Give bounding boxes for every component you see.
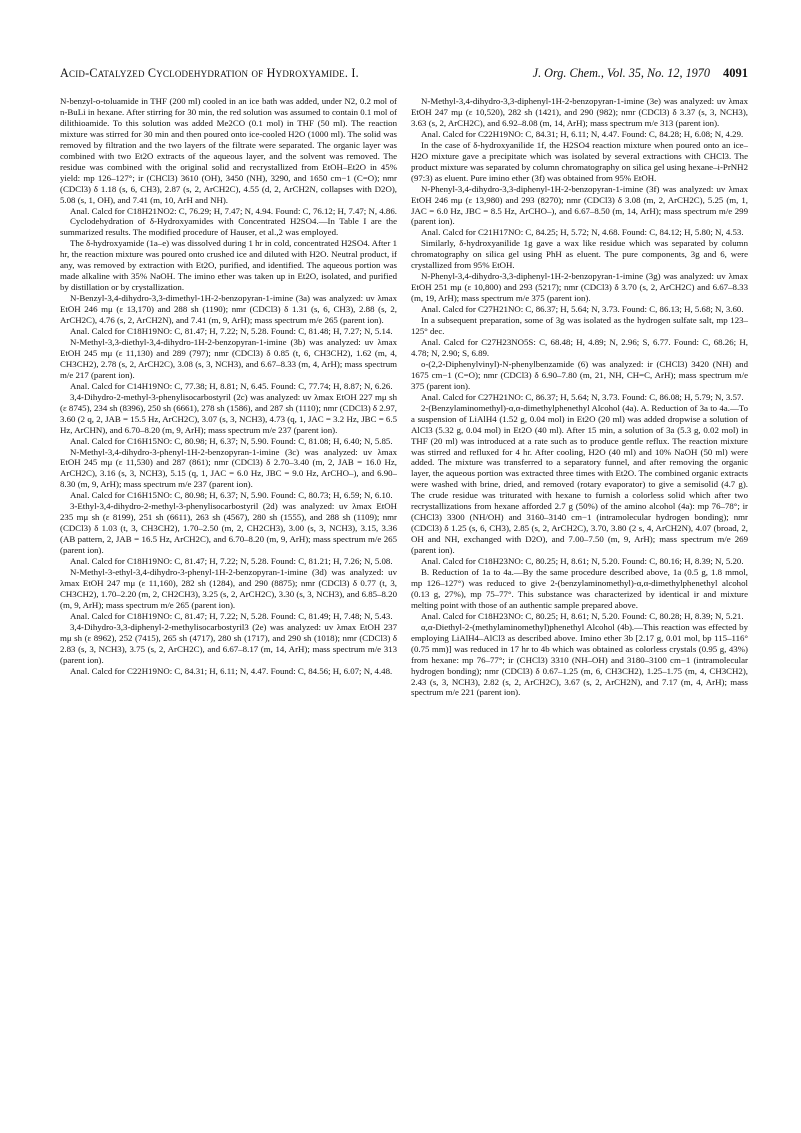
analysis-line: Anal. Calcd for C21H17NO: C, 84.25; H, 5.72; N, 4.68. Found: C, 84.12; H, 5.80; N, 4.53. bbox=[421, 227, 744, 238]
running-header bbox=[60, 62, 748, 84]
paragraph: The δ-hydroxyamide (1a–e) was dissolved during 1 hr in cold, concentrated H2SO4. After 1 hr, the reaction mixture was poured onto crushed ice and diluted with H2O. Neutral product, if any, was removed by extraction with Et2O, purified, and identified. The aqueous portion was made alkaline with 35% NaOH. The imino ether was taken up in Et2O, isolated, and purified by distillation or by crystallization. bbox=[60, 238, 397, 293]
analysis-line: Anal. Calcd for C27H21NO: C, 86.37; H, 5.64; N, 3.73. Found: C, 86.08; H, 5.79; N, 3.57. bbox=[421, 391, 744, 402]
analysis-line: Anal. Calcd for C18H23NO: C, 80.25; H, 8.61; N, 5.20. Found: C, 80.28; H, 8.39; N, 5.21. bbox=[421, 610, 744, 621]
paragraph: Similarly, δ-hydroxyanilide 1g gave a wax like residue which was separated by column chromatography on silica gel using PhH as eluent. The pure components, 3g and 6, were crystallized from 95% EtOH. bbox=[411, 238, 748, 271]
compound-paragraph: N-Phenyl-3,4-dihydro-3,3-diphenyl-1H-2-benzopyran-1-imine (3f) was analyzed: uv λmax EtOH 246 mμ (ε 13,980) and 293 (8270); nmr (CDCl3) δ 3.08 (m, 2, ArCH2C), 5.25 (m, 1, JAC = 6.0 Hz, JBC = 8.5 Hz, ArCHO–), and 6.67–8.50 (m, 14, ArH); mass spectrum m/e 299 (parent ion). bbox=[411, 183, 748, 227]
section-paragraph: B. Reduction of 1a to 4a.—By the same procedure described above, 1a (0.5 g, 1.8 mmol, mp 126–127°) was reduced to give 2-(benzylaminomethyl)-α,α-dimethylphenethyl alcohol (0.13 g, 27%), mp 75–77°. This substance was characterized by identical ir and mixture melting point with those of an authentic sample prepared above. bbox=[411, 566, 748, 610]
journal-citation bbox=[533, 62, 748, 84]
compound-paragraph: N-Methyl-3,3-diethyl-3,4-dihydro-1H-2-benzopyran-1-imine (3b) was analyzed: uv λmax EtOH 245 mμ (ε 11,130) and 289 (797); nmr (CDCl3) δ 0.85 (t, 6, CH3CH2), 1.62 (m, 4, CH3CH2), 2.78 (s, 2, ArCH2C), 3.08 (s, 3, NCH3), and 6.67–8.33 (m, 4, ArH); mass spectrum m/e 217 (parent ion). bbox=[60, 336, 397, 380]
analysis-line: Anal. Calcd for C22H19NO: C, 84.31; H, 6.11; N, 4.47. Found: C, 84.28; H, 6.08; N, 4.29. bbox=[421, 128, 744, 139]
section-paragraph: α,α-Diethyl-2-(methylaminomethyl)phenethyl Alcohol (4b).—This reaction was effected by employing LiAlH4–AlCl3 as described above. Imino ether 3b [2.17 g, 0.01 mol, bp 115–116° (0.75 mm)] was reduced in 17 hr to 4b which was obtained as colorless crystals (0.95 g, 43%) from hexane: mp 76–77°; ir (CHCl3) 3310 (NH–OH) and 3180–3100 cm−1 (intramolecular hydrogen bonding); nmr (CDCl3) δ 0.67–1.25 (m, 6, CH3CH2), 1.25–1.75 (m, 4, CH3CH2), 2.43 (s, 3, NCH3), 2.82 (s, 2, ArCH2C), 3.67 (s, 2, ArCH2N), and 7.17 (m, 4, ArH); mass spectrum m/e 221 (parent ion). bbox=[411, 621, 748, 698]
right-column bbox=[411, 96, 748, 1116]
paragraph: N-benzyl-o-toluamide in THF (200 ml) cooled in an ice bath was added, under N2, 0.2 mol of n-BuLi in hexane. After stirring for 30 min, the red solution was assumed to contain 0.1 mol of dilithioamide. To this solution was added Me2CO (0.1 mol) in THF (50 ml). The reaction mixture was stirred for 30 min and then poured onto ice-cooled H2O (1000 ml). The solid was removed by filtration and the two layers of the filtrate were separated. The organic layer was combined with two Et2O extracts of the aqueous layer, and the solvent was removed. The residue was combined with the original solid and recrystallized from EtOH–Et2O in 45% yield: mp 126–127°; ir (CHCl3) 3610 (OH), 3450 (NH), 3290, and 1650 cm−1 (C=O); nmr (CDCl3) δ 1.18 (s, 6, CH3), 2.87 (s, 2, ArCH2C), 4.55 (d, 2, ArCH2N, collapses with D2O), 5.08 (s, 1, OH), and 7.41 (m, 10, ArH and NH). bbox=[60, 96, 397, 205]
compound-paragraph: N-Methyl-3,4-dihydro-3-phenyl-1H-2-benzopyran-1-imine (3c) was analyzed: uv λmax EtOH 245 mμ (ε 11,530) and 287 (861); nmr (CDCl3) δ 2.70–3.40 (m, 2, JAB = 16.0 Hz, ArCH2C), 3.16 (s, 3, NCH3), 5.15 (q, 1, JAC = 6.0 Hz, JBC = 9.0 Hz, ArCHO–), and 6.90–8.30 (m, 9, ArH); mass spectrum m/e 237 (parent ion). bbox=[60, 446, 397, 490]
journal-name: J. Org. Chem., Vol. 35, No. 12, 1970 bbox=[532, 66, 710, 80]
analysis-line: Anal. Calcd for C16H15NO: C, 80.98; H, 6.37; N, 5.90. Found: C, 80.73; H, 6.59; N, 6.10. bbox=[70, 490, 393, 501]
analysis-line: Anal. Calcd for C18H19NO: C, 81.47; H, 7.22; N, 5.28. Found: C, 81.49; H, 7.48; N, 5.43. bbox=[70, 610, 393, 621]
analysis-line: Anal. Calcd for C18H23NO: C, 80.25; H, 8.61; N, 5.20. Found: C, 80.16; H, 8.39; N, 5.20. bbox=[421, 556, 744, 567]
left-column bbox=[60, 96, 397, 1116]
compound-paragraph: 3,4-Dihydro-3,3-diphenyl-2-methylisocarbostyril3 (2e) was analyzed: uv λmax EtOH 237 mμ sh (ε 8962), 252 (7415), 265 sh (4717), 280 sh (1717), and 290 sh (1018); nmr (CDCl3) δ 2.83 (s, 3, NCH3), 3.75 (s, 2, ArCH2C), and 6.67–8.17 (m, 14, ArH); mass spectrum m/e 313 (parent ion). bbox=[60, 621, 397, 665]
section-paragraph: Cyclodehydration of δ-Hydroxyamides with Concentrated H2SO4.—In Table I are the summarized results. The modified procedure of Hauser, et al.,2 was employed. bbox=[60, 216, 397, 238]
compound-paragraph: N-Methyl-3-ethyl-3,4-dihydro-3-phenyl-1H-2-benzopyran-1-imine (3d) was analyzed: uv λmax EtOH 247 mμ (ε 11,160), 282 sh (1284), and 290 (8875); nmr (CDCl3) δ 0.77 (t, 3, CH3CH2), 1.70–2.20 (m, 2, CH2CH3), 3.25 (s, 2, ArCH2C), 3.30 (s, 3, NCH3), and 6.85–8.20 (m, 9, ArH); mass spectrum m/e 265 (parent ion). bbox=[60, 566, 397, 610]
paragraph: In a subsequent preparation, some of 3g was isolated as the hydrogen sulfate salt, mp 123–125° dec. bbox=[411, 315, 748, 337]
running-title: Acid-Catalyzed Cyclodehydration of Hydroxyamide. I. bbox=[60, 66, 359, 80]
analysis-line: Anal. Calcd for C27H23NO5S: C, 68.48; H, 4.89; N, 2.96; S, 6.77. Found: C, 68.26; H, 4.78; N, 2.90; S, 6.89. bbox=[411, 336, 748, 358]
compound-paragraph: N-Benzyl-3,4-dihydro-3,3-dimethyl-1H-2-benzopyran-1-imine (3a) was analyzed: uv λmax EtOH 246 mμ (ε 13,170) and 288 sh (1190); nmr (CDCl3) δ 1.31 (s, 6, CH3), 2.88 (s, 2, ArCH2C), 4.76 (s, 2, ArCH2N), and 7.41 (m, 9, ArH); mass spectrum m/e 265 (parent ion). bbox=[60, 293, 397, 326]
compound-paragraph: 3,4-Dihydro-2-methyl-3-phenylisocarbostyril (2c) was analyzed: uv λmax EtOH 227 mμ sh (ε 8745), 234 sh (8396), 250 sh (6661), 278 sh (1586), and 287 sh (1110); nmr (CDCl3) δ 2.97, 3.60 (2 q, 2, JAB = 15.5 Hz, ArCH2C), 3.07 (s, 3, NCH3), 4.73 (q, 1, JAC = 3.2 Hz, JBC = 6.5 Hz, ArCHN), and 6.70–8.20 (m, 9, ArH); mass spectrum m/e 237 (parent ion). bbox=[60, 391, 397, 435]
analysis-line: Anal. Calcd for C27H21NO: C, 86.37; H, 5.64; N, 3.73. Found: C, 86.13; H, 5.68; N, 3.60. bbox=[421, 304, 744, 315]
analysis-line: Anal. Calcd for C18H19NO: C, 81.47; H, 7.22; N, 5.28. Found: C, 81.21; H, 7.26; N, 5.08. bbox=[70, 556, 393, 567]
analysis-line: Anal. Calcd for C16H15NO: C, 80.98; H, 6.37; N, 5.90. Found: C, 81.08; H, 6.40; N, 5.85. bbox=[70, 435, 393, 446]
analysis-line: Anal. Calcd for C18H19NO: C, 81.47; H, 7.22; N, 5.28. Found: C, 81.48; H, 7.27; N, 5.14. bbox=[70, 326, 393, 337]
analysis-line: Anal. Calcd for C22H19NO: C, 84.31; H, 6.11; N, 4.47. Found: C, 84.56; H, 6.07; N, 4.48. bbox=[70, 665, 393, 676]
compound-paragraph: o-(2,2-Diphenylvinyl)-N-phenylbenzamide (6) was analyzed: ir (CHCl3) 3420 (NH) and 1675 cm−1 (C=O); nmr (CDCl3) δ 6.90–7.80 (m, 21, NH, CH=C, ArH); mass spectrum m/e 375 (parent ion). bbox=[411, 358, 748, 391]
page-number: 4091 bbox=[723, 66, 748, 80]
paragraph: In the case of δ-hydroxyanilide 1f, the H2SO4 reaction mixture when poured onto an ice–H2O mixture gave a precipitate which was isolated by several extractions with CHCl3. The product mixture was separated by column chromatography on silica gel using hexane–i-PrNH2 (97:3) as eluent. Pure imino ether (3f) was obtained from 95% EtOH. bbox=[411, 139, 748, 183]
section-paragraph: 2-(Benzylaminomethyl)-α,α-dimethylphenethyl Alcohol (4a). A. Reduction of 3a to 4a.—To a suspension of LiAlH4 (1.52 g, 0.04 mol) in Et2O (20 ml) was added dropwise a solution of AlCl3 (5.32 g, 0.04 mol) in Et2O (40 ml). After 15 min, a solution of 3a (5.3 g, 0.02 mol) in THF (20 ml) was introduced at a rate such as to produce gentle reflux. The reaction mixture was stirred and refluxed for 4 hr. After cooling, H2O (40 ml) and 10% NaOH (50 ml) were added. The mixture was transferred to a separatory funnel, and after removing the organic layer, the aqueous portion was extracted three times with Et2O. The combined organic extracts were washed with brine, dried, and removed (rotary evaporator) to give a semisolid (4.7 g). The crude residue was triturated with hexane to furnish a colorless solid which after two recrystallizations from hexane afforded 2.7 g (50%) of the amino alcohol (4a): mp 76–78°; ir (CHCl3) 3300 (NH/OH) and 3160–3140 cm−1 (intramolecular hydrogen bonding); nmr (CDCl3) δ 1.25 (s, 6, CH3), 2.85 (s, 2, ArCH2C), 3.70, 3.80 (2 s, 4, ArCH2N), 4.07 (broad, 2, OH and NH, exchanged with D2O), and 7.00–7.50 (m, 9, ArH); mass spectrum m/e 269 (parent ion). bbox=[411, 402, 748, 556]
analysis-line: Anal. Calcd for C14H19NO: C, 77.38; H, 8.81; N, 6.45. Found: C, 77.74; H, 8.87; N, 6.26. bbox=[70, 380, 393, 391]
compound-paragraph: N-Phenyl-3,4-dihydro-3,3-diphenyl-1H-2-benzopyran-1-imine (3g) was analyzed: uv λmax EtOH 251 mμ (ε 10,800) and 293 (5217); nmr (CDCl3) δ 3.70 (s, 2, ArCH2C) and 6.67–8.33 (m, 19, ArH); mass spectrum m/e 375 (parent ion). bbox=[411, 271, 748, 304]
compound-paragraph: 3-Ethyl-3,4-dihydro-2-methyl-3-phenylisocarbostyril (2d) was analyzed: uv λmax EtOH 235 mμ sh (ε 8199), 251 sh (6611), 263 sh (4567), 280 sh (1555), and 288 sh (1109); nmr (CDCl3) δ 1.03 (t, 3, CH3CH2), 1.70–2.50 (m, 2, CH2CH3), 3.00 (s, 3, NCH3), 3.15, 3.36 (AB pattern, 2, JAB = 16.5 Hz, ArCH2C), and 6.70–8.20 (m, 9, ArH); mass spectrum m/e 265 (parent ion). bbox=[60, 501, 397, 556]
analysis-line: Anal. Calcd for C18H21NO2: C, 76.29; H, 7.47; N, 4.94. Found: C, 76.12; H, 7.47; N, 4.86. bbox=[70, 205, 397, 216]
compound-paragraph: N-Methyl-3,4-dihydro-3,3-diphenyl-1H-2-benzopyran-1-imine (3e) was analyzed: uv λmax EtOH 247 mμ (ε 10,520), 282 sh (1421), and 290 (982); nmr (CDCl3) δ 3.37 (s, 3, NCH3), 3.63 (s, 2, ArCH2C), and 6.92–8.08 (m, 14, ArH); mass spectrum m/e 313 (parent ion). bbox=[411, 96, 748, 128]
